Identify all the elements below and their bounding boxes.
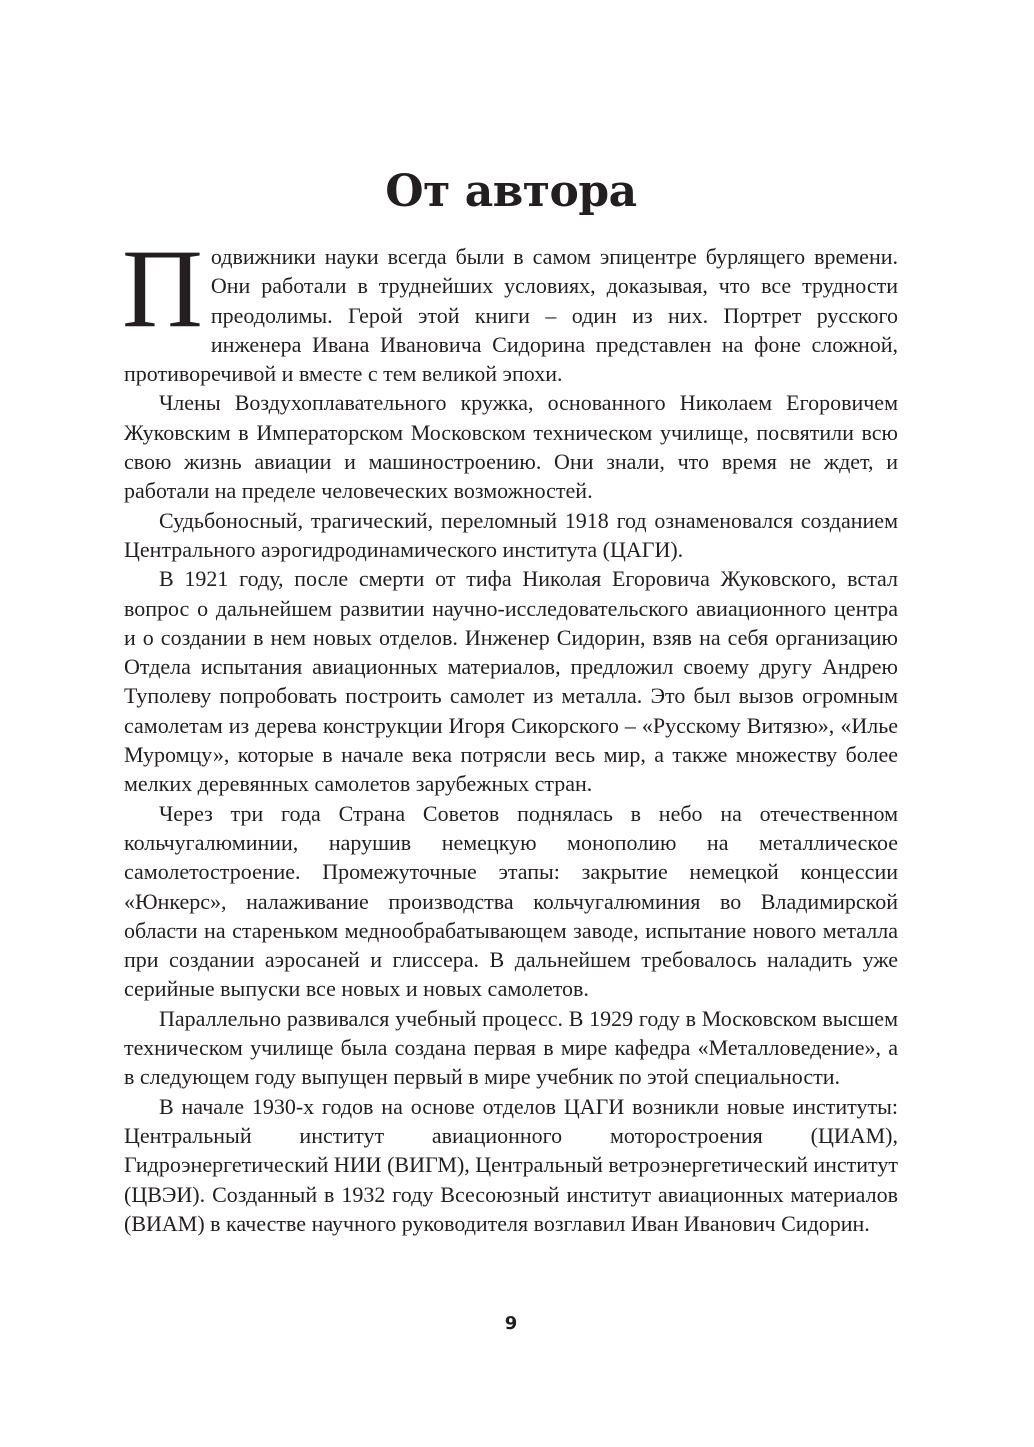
paragraph-2: Члены Воздухоплавательного кружка, основанного Николаем Егоровичем Жуковским в Императорском Московском техническом училище, посвятили всю свою жизнь авиации и машиностроению. Они знали, что время не ждет, и работали на пределе человеческих возможностей. xyxy=(124,390,898,504)
paragraph-4: В 1921 году, после смерти от тифа Николая Егоровича Жуковского, встал вопрос о дальнейшем развитии научно-исследовательского авиационного центра и о создании в нем новых отделов. Инженер Сидорин, взяв на себя организацию Отдела испытания авиационных материалов, предложил своему другу Андрею Туполеву попробовать построить самолет из металла. Это был вызов огромным самолетам из дерева конструкции Игоря Сикорского – «Русскому Витязю», «Илье Муромцу», которые в начале века потрясли весь мир, а также множеству более мелких деревянных самолетов зарубежных стран. xyxy=(124,566,898,797)
paragraph-1-text: одвижники науки всегда были в самом эпицентре бурлящего времени. Они работали в труднейших условиях, доказывая, что все трудности преодолимы. Герой этой книги – один из них. Портрет русского инженера Ивана Ивановича Сидорина представлен на фоне сложной, противоречивой и вместе с тем великой эпохи. xyxy=(124,244,898,387)
chapter-title: От автора xyxy=(385,166,637,217)
page-number: 9 xyxy=(504,1313,518,1334)
paragraph-7: В начале 1930-х годов на основе отделов ЦАГИ возникли новые институты: Центральный институт авиационного моторостроения (ЦИАМ), Гидроэнергетический НИИ (ВИГМ), Центральный ветроэнергетический институт (ЦВЭИ). Созданный в 1932 году Всесоюзный институт авиационных материалов (ВИАМ) в качестве научного руководителя возглавил Иван Иванович Сидорин. xyxy=(124,1093,898,1236)
chapter-body xyxy=(122,227,898,1238)
paragraph-5: Через три года Страна Советов поднялась в небо на отечественном кольчугалюминии, нарушив немецкую монополию на металлическое самолетостроение. Промежуточные этапы: закрытие немецкой концессии «Юнкерс», налаживание производства кольчугалюминия во Владимирской области на стареньком меднообрабатывающем заводе, испытание нового металла при создании аэросаней и глиссера. В дальнейшем требовалось наладить уже серийные выпуски все новых и новых самолетов. xyxy=(124,800,898,1002)
book-page xyxy=(124,0,898,1447)
paragraph-3: Судьбоносный, трагический, переломный 1918 год ознаменовался созданием Центрального аэрогидродинамического института (ЦАГИ). xyxy=(124,507,898,562)
paragraph-6: Параллельно развивался учебный процесс. В 1929 году в Московском высшем техническом училище была создана первая в мире кафедра «Металловедение», а в следующем году выпущен первый в мире учебник по этой специальности. xyxy=(124,1005,898,1090)
drop-cap: П xyxy=(122,227,203,351)
paragraph-1 xyxy=(122,227,898,388)
